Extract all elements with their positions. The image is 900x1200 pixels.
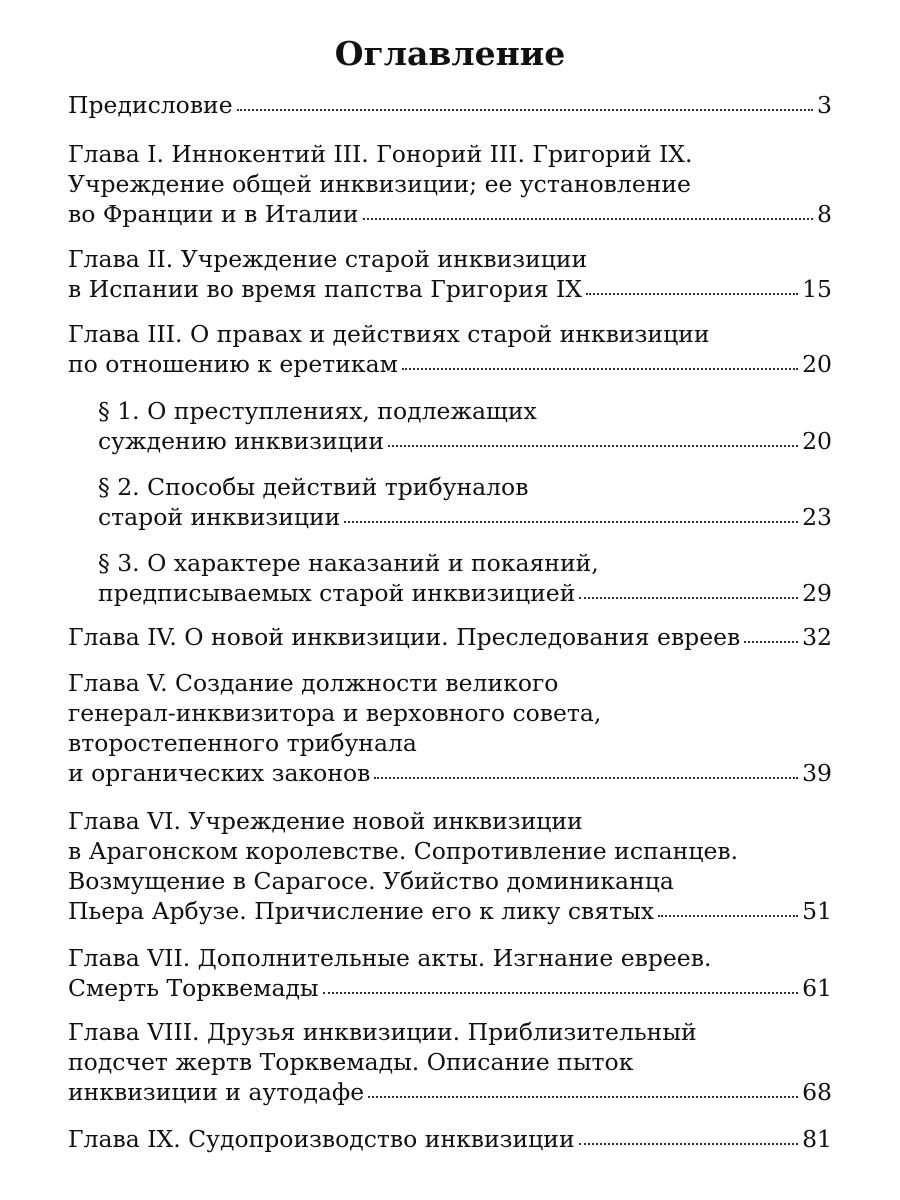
page-number: 81	[802, 1125, 832, 1153]
page-number: 3	[817, 91, 832, 119]
toc-entry-text: старой инквизиции	[98, 503, 341, 531]
toc-entry-text: Предисловие	[68, 91, 233, 119]
toc-entry-text: § 2. Способы действий трибуналов	[98, 473, 529, 501]
toc-entry-text: § 3. О характере наказаний и покаяний,	[98, 549, 599, 577]
dot-leader	[363, 214, 813, 220]
dot-leader	[368, 1092, 798, 1098]
toc-entry-text: § 1. О преступлениях, подлежащих	[98, 397, 537, 425]
toc-entry-text: Глава VIII. Друзья инквизиции. Приблизительный	[68, 1018, 697, 1046]
dot-leader	[579, 593, 798, 599]
page-title: Оглавление	[334, 34, 566, 73]
toc-entry-chapter-1[interactable]	[68, 139, 832, 229]
toc-entry-text: Глава IX. Судопроизводство инквизиции	[68, 1125, 575, 1153]
toc-entry-last-line	[68, 1077, 832, 1107]
toc-entry-last-line	[98, 578, 832, 608]
toc-entry-text: и органических законов	[68, 759, 371, 787]
toc-entry-text: Учреждение общей инквизиции; ее установление	[68, 170, 691, 198]
toc-entry-chapter-4[interactable]	[68, 622, 832, 652]
toc-entry-chapter-6[interactable]	[68, 806, 832, 926]
page-number: 39	[802, 759, 832, 787]
toc-entry-text: Глава VI. Учреждение новой инквизиции	[68, 807, 583, 835]
toc-entry-chapter-3[interactable]	[68, 319, 832, 379]
toc-entry-last-line	[68, 274, 832, 304]
toc-entry-last-line	[68, 973, 832, 1003]
toc-entry-last-line	[68, 896, 832, 926]
toc-entry-last-line	[98, 502, 832, 532]
page-number: 20	[802, 427, 832, 455]
toc-entry-text: подсчет жертв Торквемады. Описание пыток	[68, 1048, 634, 1076]
toc-entry-preface[interactable]	[68, 90, 832, 120]
toc-entry-text: суждению инквизиции	[98, 427, 385, 455]
toc-entry-last-line	[68, 90, 832, 120]
page-number: 8	[817, 200, 832, 228]
toc-entry-text: во Франции и в Италии	[68, 200, 359, 228]
toc-entry-chapter-7[interactable]	[68, 943, 832, 1003]
dot-leader	[344, 517, 798, 523]
toc-entry-last-line	[68, 349, 832, 379]
toc-entry-text: второстепенного трибунала	[68, 729, 417, 757]
toc-entry-last-line	[68, 622, 832, 652]
toc-entry-section-3[interactable]	[98, 548, 832, 608]
dot-leader	[658, 911, 798, 917]
toc-entry-text: генерал-инквизитора и верховного совета,	[68, 699, 602, 727]
toc-entry-chapter-9[interactable]	[68, 1124, 832, 1154]
dot-leader	[586, 289, 798, 295]
toc-entry-text: Глава IV. О новой инквизиции. Преследования евреев	[68, 623, 741, 651]
toc-entry-section-2[interactable]	[98, 472, 832, 532]
toc-entry-text: инквизиции и аутодафе	[68, 1078, 365, 1106]
page-number: 20	[802, 350, 832, 378]
toc-entry-last-line	[68, 1124, 832, 1154]
toc-entry-text: Глава V. Создание должности великого	[68, 669, 559, 697]
page-number: 51	[802, 897, 832, 925]
toc-entry-section-1[interactable]	[98, 396, 832, 456]
toc-entry-last-line	[98, 426, 832, 456]
dot-leader	[237, 105, 813, 111]
toc-entry-text: Глава III. О правах и действиях старой инквизиции	[68, 320, 710, 348]
toc-entry-text: Возмущение в Сарагосе. Убийство доминиканца	[68, 867, 674, 895]
toc-entry-chapter-8[interactable]	[68, 1017, 832, 1107]
page-number: 32	[802, 623, 832, 651]
toc-entry-chapter-5[interactable]	[68, 668, 832, 788]
page-number: 68	[802, 1078, 832, 1106]
toc-entry-text: предписываемых старой инквизицией	[98, 579, 576, 607]
page-number: 15	[802, 275, 832, 303]
dot-leader	[388, 441, 798, 447]
toc-entry-text: по отношению к еретикам	[68, 350, 398, 378]
toc-entry-last-line	[68, 199, 832, 229]
dot-leader	[323, 988, 798, 994]
dot-leader	[744, 637, 798, 643]
dot-leader	[374, 773, 798, 779]
page-number: 29	[802, 579, 832, 607]
toc-entry-last-line	[68, 758, 832, 788]
toc-entry-text: в Испании во время папства Григория IX	[68, 275, 583, 303]
page-number: 23	[802, 503, 832, 531]
toc-entry-chapter-2[interactable]	[68, 244, 832, 304]
dot-leader	[579, 1139, 798, 1145]
toc-entry-text: Смерть Торквемады	[68, 974, 319, 1002]
toc-entry-text: Глава VII. Дополнительные акты. Изгнание евреев.	[68, 944, 712, 972]
toc-entry-text: Пьера Арбузе. Причисление его к лику святых	[68, 897, 655, 925]
toc-entry-text: в Арагонском королевстве. Сопротивление испанцев.	[68, 837, 739, 865]
dot-leader	[402, 364, 798, 370]
page-number: 61	[802, 974, 832, 1002]
toc-entry-text: Глава II. Учреждение старой инквизиции	[68, 245, 588, 273]
toc-entry-text: Глава I. Иннокентий III. Гонорий III. Григорий IX.	[68, 140, 693, 168]
